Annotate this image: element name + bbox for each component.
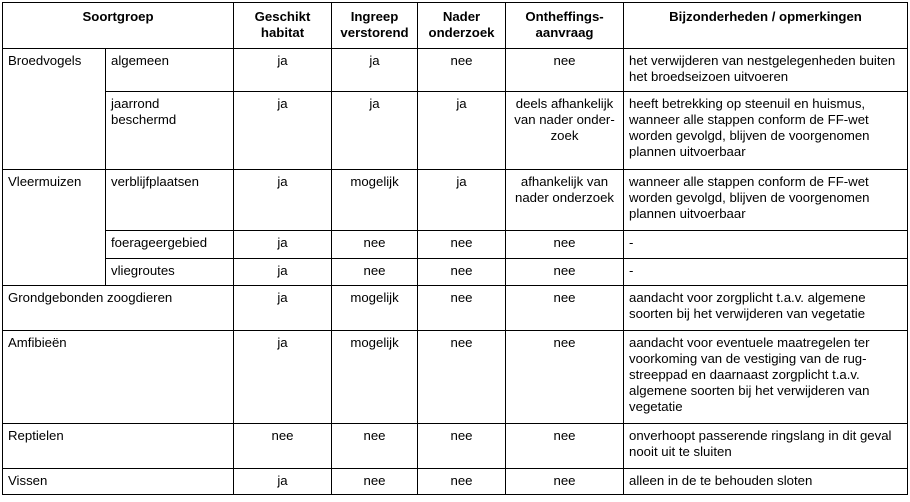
cell-verstorend: mogelijk bbox=[332, 286, 418, 331]
group-vleermuizen: Vleermuizen bbox=[3, 170, 106, 286]
sub-vliegroutes: vliegroutes bbox=[106, 259, 234, 286]
cell-onderzoek: nee bbox=[418, 424, 506, 469]
table-row bbox=[3, 286, 908, 331]
cell-ontheffing: nee bbox=[506, 424, 624, 469]
cell-opmerking: wanneer alle stappen conform de FF-wet worden gevolgd, blijven de voorgenomen plannen uitvoerbaar bbox=[624, 170, 908, 231]
group-reptielen: Reptielen bbox=[3, 424, 234, 469]
cell-ontheffing: nee bbox=[506, 231, 624, 259]
header-bijzonderheden: Bijzonderheden / opmerkingen bbox=[624, 3, 908, 49]
table-row bbox=[3, 92, 908, 170]
group-grondgebonden-zoogdieren: Grondgebonden zoogdieren bbox=[3, 286, 234, 331]
sub-verblijfplaatsen: verblijfplaatsen bbox=[106, 170, 234, 231]
cell-onderzoek: nee bbox=[418, 286, 506, 331]
cell-ontheffing: nee bbox=[506, 259, 624, 286]
header-nader-onderzoek bbox=[418, 3, 506, 49]
cell-opmerking: - bbox=[624, 231, 908, 259]
cell-ontheffing: nee bbox=[506, 49, 624, 92]
table-row bbox=[3, 424, 908, 469]
header-nader-onderzoek-label: Nader onderzoek bbox=[428, 9, 495, 40]
cell-habitat: ja bbox=[234, 170, 332, 231]
cell-opmerking: aandacht voor eventuele maatregelen ter voorkoming van de vestiging van de rug-streeppad en daarnaast zorgplicht t.a.v. algemene soorten bij het verwijderen van vegetatie bbox=[624, 331, 908, 424]
cell-verstorend: ja bbox=[332, 49, 418, 92]
cell-habitat: ja bbox=[234, 92, 332, 170]
table-row bbox=[3, 259, 908, 286]
sub-jaarrond-beschermd: jaarrond beschermd bbox=[106, 92, 234, 170]
cell-onderzoek: nee bbox=[418, 259, 506, 286]
cell-ontheffing: nee bbox=[506, 286, 624, 331]
table-row bbox=[3, 170, 908, 231]
cell-ontheffing: afhankelijk van nader onderzoek bbox=[506, 170, 624, 231]
cell-habitat: nee bbox=[234, 424, 332, 469]
header-ontheffingsaanvraag bbox=[506, 3, 624, 49]
cell-ontheffing: nee bbox=[506, 331, 624, 424]
table-row bbox=[3, 469, 908, 495]
cell-verstorend: nee bbox=[332, 424, 418, 469]
cell-habitat: ja bbox=[234, 469, 332, 495]
sub-algemeen: algemeen bbox=[106, 49, 234, 92]
cell-habitat: ja bbox=[234, 331, 332, 424]
cell-onderzoek: ja bbox=[418, 170, 506, 231]
table-row bbox=[3, 49, 908, 92]
cell-opmerking: heeft betrekking op steenuil en huismus, wanneer alle stappen conform de FF-wet worden gevolgd, blijven de voorgenomen plannen uitvoerbaar bbox=[624, 92, 908, 170]
header-ontheffingsaanvraag-label: Ontheffings-aanvraag bbox=[525, 9, 604, 40]
cell-verstorend: ja bbox=[332, 92, 418, 170]
soortgroep-table bbox=[2, 2, 908, 495]
table-row bbox=[3, 231, 908, 259]
cell-verstorend: nee bbox=[332, 469, 418, 495]
cell-habitat: ja bbox=[234, 286, 332, 331]
group-broedvogels: Broedvogels bbox=[3, 49, 106, 170]
cell-verstorend: mogelijk bbox=[332, 331, 418, 424]
cell-onderzoek: nee bbox=[418, 231, 506, 259]
header-row bbox=[3, 3, 908, 49]
cell-verstorend: nee bbox=[332, 231, 418, 259]
cell-onderzoek: nee bbox=[418, 331, 506, 424]
header-soortgroep: Soortgroep bbox=[3, 3, 234, 49]
group-vissen: Vissen bbox=[3, 469, 234, 495]
cell-onderzoek: nee bbox=[418, 469, 506, 495]
cell-opmerking: onverhoopt passerende ringslang in dit geval nooit uit te sluiten bbox=[624, 424, 908, 469]
cell-habitat: ja bbox=[234, 49, 332, 92]
cell-verstorend: nee bbox=[332, 259, 418, 286]
header-geschikt-habitat bbox=[234, 3, 332, 49]
header-ingreep-verstorend bbox=[332, 3, 418, 49]
cell-ontheffing: deels afhankelijk van nader onder-zoek bbox=[506, 92, 624, 170]
cell-opmerking: het verwijderen van nestgelegenheden buiten het broedseizoen uitvoeren bbox=[624, 49, 908, 92]
cell-habitat: ja bbox=[234, 259, 332, 286]
group-amfibieen: Amfibieën bbox=[3, 331, 234, 424]
cell-opmerking: alleen in de te behouden sloten bbox=[624, 469, 908, 495]
cell-opmerking: aandacht voor zorgplicht t.a.v. algemene soorten bij het verwijderen van vegetatie bbox=[624, 286, 908, 331]
cell-habitat: ja bbox=[234, 231, 332, 259]
cell-onderzoek: nee bbox=[418, 49, 506, 92]
table-row bbox=[3, 331, 908, 424]
sub-foerageergebied: foerageergebied bbox=[106, 231, 234, 259]
header-geschikt-habitat-label: Geschikt habitat bbox=[254, 9, 311, 40]
cell-verstorend: mogelijk bbox=[332, 170, 418, 231]
cell-onderzoek: ja bbox=[418, 92, 506, 170]
header-ingreep-verstorend-label: Ingreep verstorend bbox=[340, 9, 409, 40]
cell-ontheffing: nee bbox=[506, 469, 624, 495]
cell-opmerking: - bbox=[624, 259, 908, 286]
